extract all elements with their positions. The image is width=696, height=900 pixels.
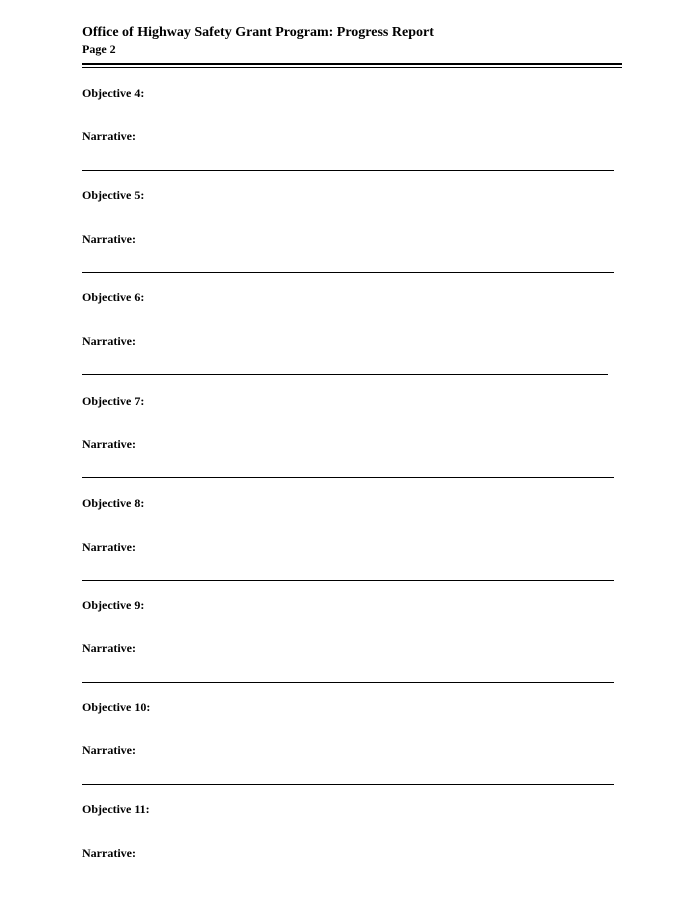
- header-double-rule: [82, 63, 622, 68]
- objective-8-label: Objective 8:: [82, 496, 145, 510]
- divider-line: [82, 170, 614, 171]
- divider-line: [82, 477, 614, 478]
- objective-6-label: Objective 6:: [82, 290, 145, 304]
- objective-8-narrative-label: Narrative:: [82, 540, 136, 554]
- divider-line: [82, 580, 614, 581]
- objective-5-narrative-label: Narrative:: [82, 232, 136, 246]
- objective-10-narrative-label: Narrative:: [82, 743, 136, 757]
- divider-line: [82, 272, 614, 273]
- divider-line: [82, 784, 614, 785]
- objective-7-narrative-label: Narrative:: [82, 437, 136, 451]
- objective-6-narrative-label: Narrative:: [82, 334, 136, 348]
- document-header: [82, 25, 434, 57]
- objective-11-label: Objective 11:: [82, 802, 150, 816]
- objective-9-label: Objective 9:: [82, 598, 145, 612]
- objective-10-label: Objective 10:: [82, 700, 151, 714]
- document-title: Office of Highway Safety Grant Program: Progress Report: [82, 25, 434, 40]
- divider-line: [82, 374, 608, 375]
- objective-5-label: Objective 5:: [82, 188, 145, 202]
- objective-9-narrative-label: Narrative:: [82, 641, 136, 655]
- objective-4-label: Objective 4:: [82, 86, 145, 100]
- objective-4-narrative-label: Narrative:: [82, 129, 136, 143]
- divider-line: [82, 682, 614, 683]
- objective-7-label: Objective 7:: [82, 394, 145, 408]
- objective-11-narrative-label: Narrative:: [82, 846, 136, 860]
- page-number: Page 2: [82, 42, 116, 56]
